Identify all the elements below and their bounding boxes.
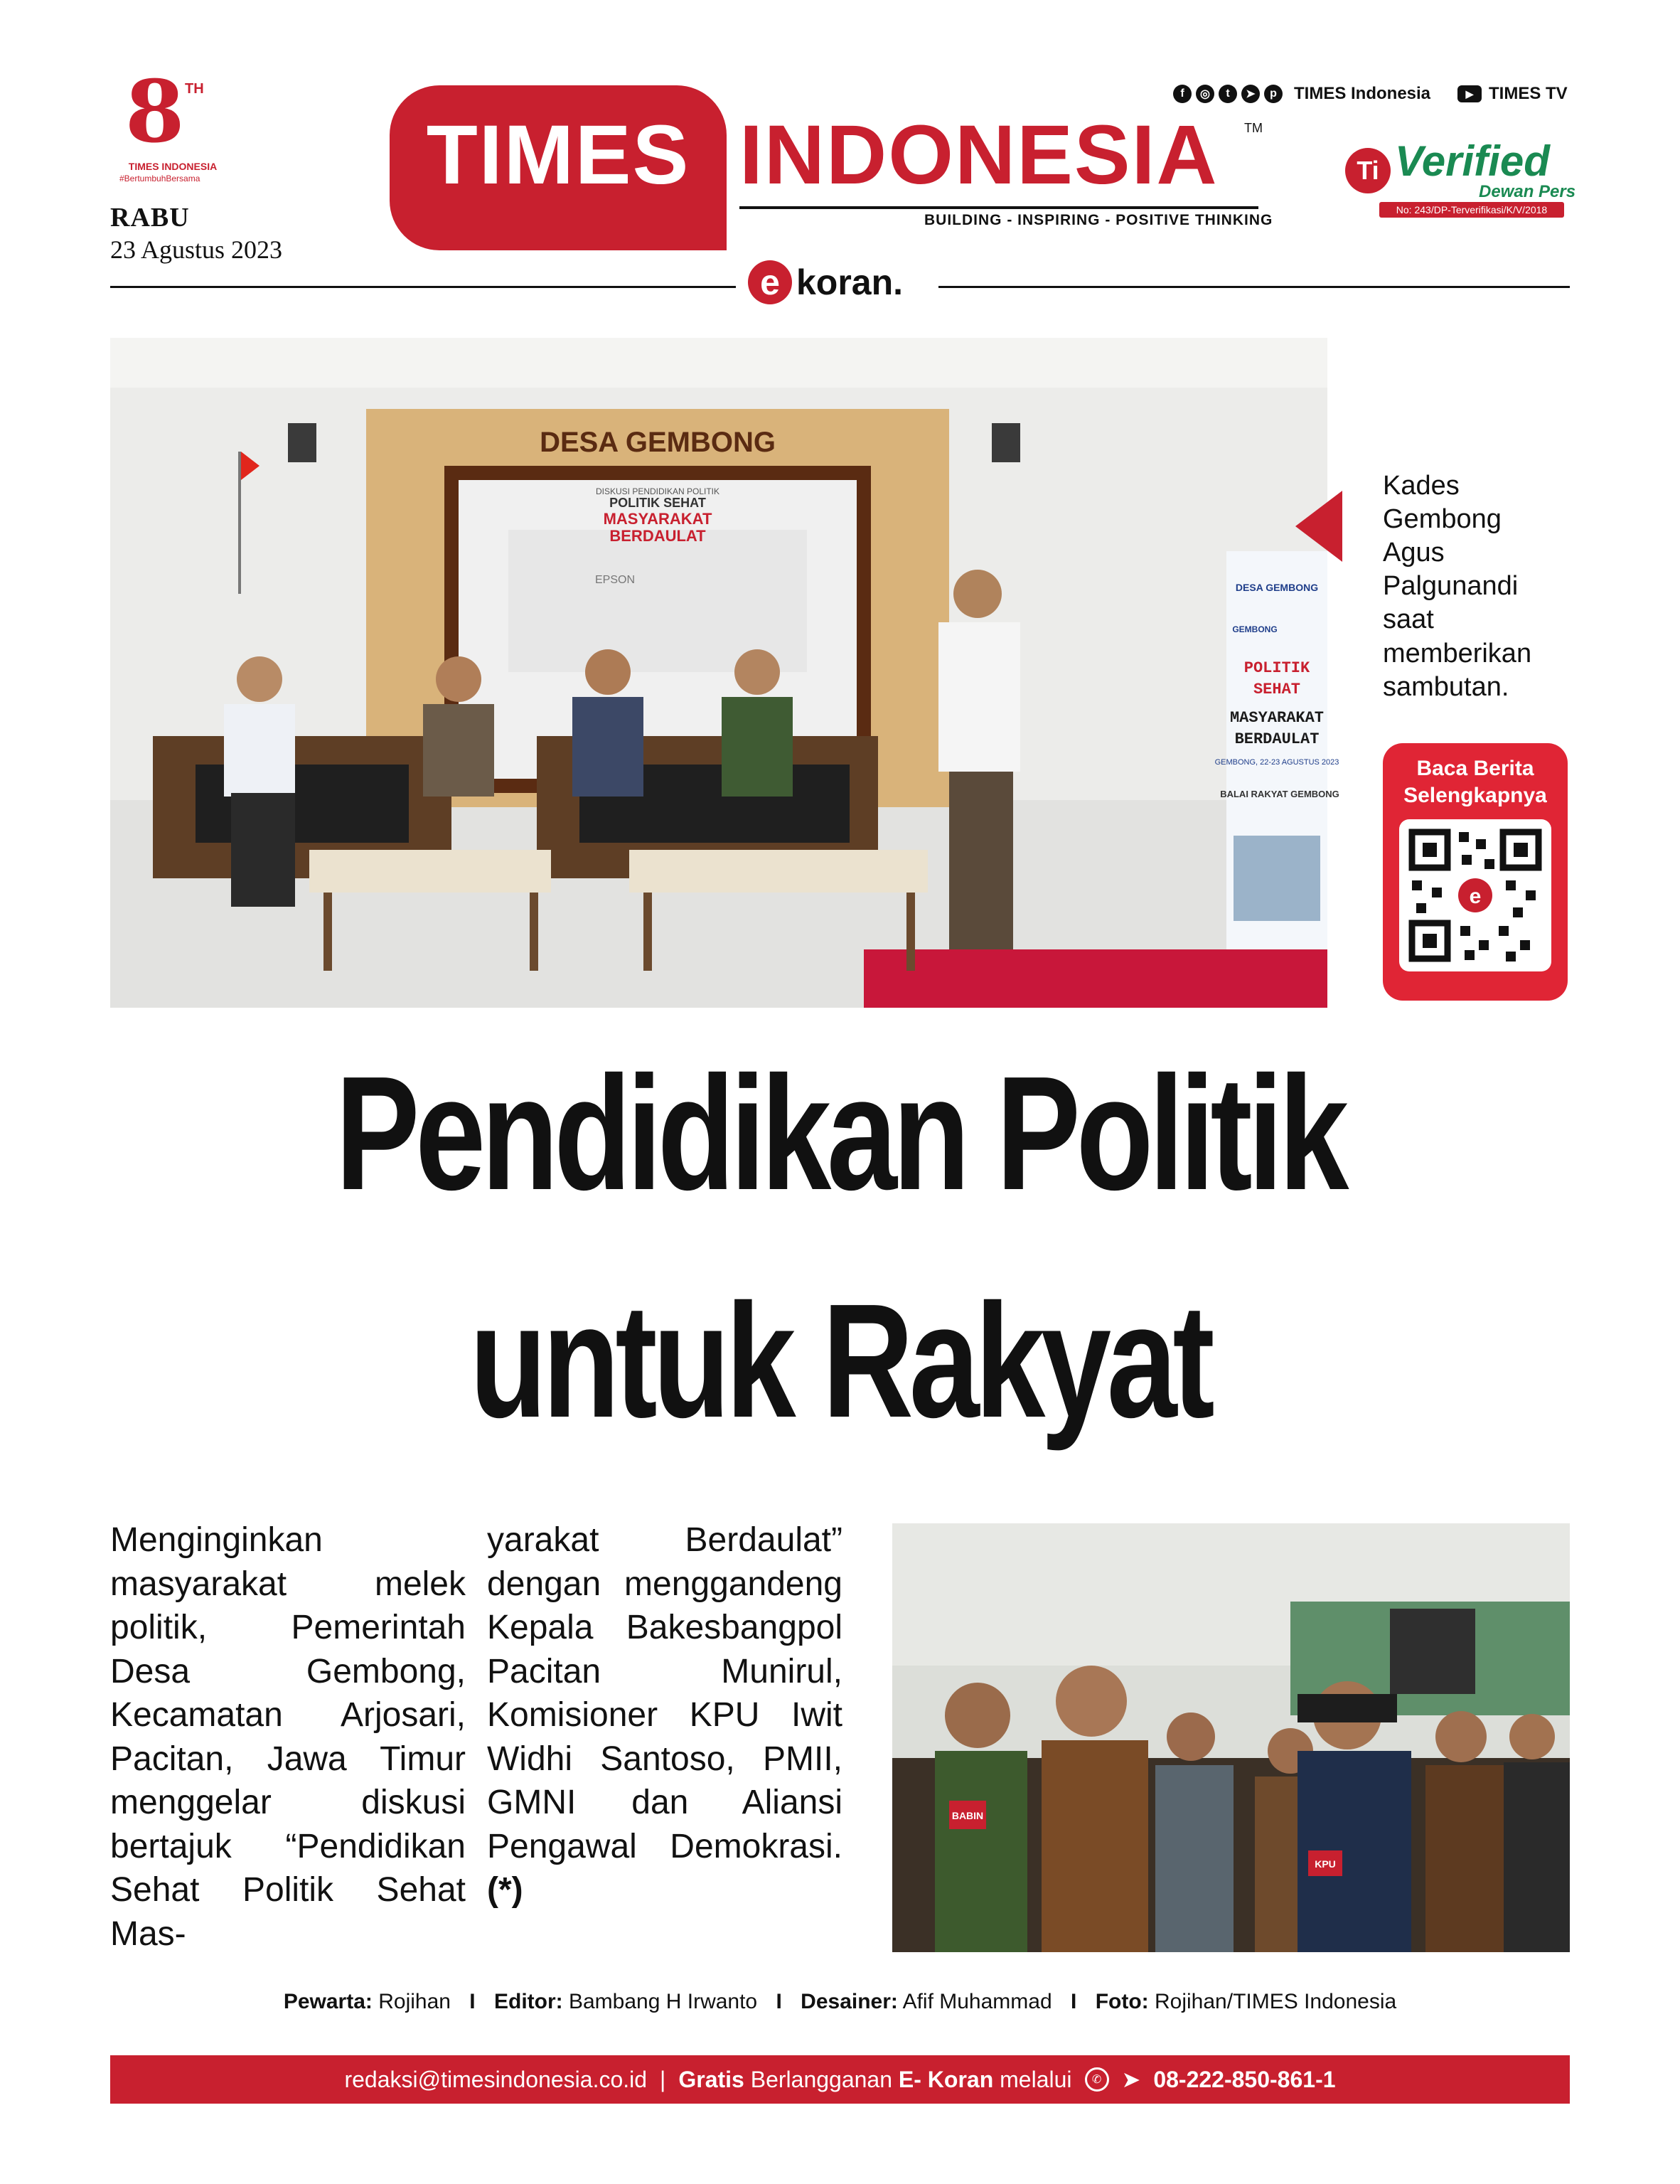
- ekoran-word: koran.: [796, 262, 904, 302]
- footer-bar: [110, 2055, 1570, 2104]
- facebook-icon[interactable]: f: [1173, 85, 1192, 103]
- telegram-icon[interactable]: ➤: [1121, 2067, 1141, 2092]
- desainer-label: Desainer:: [801, 1990, 898, 2013]
- banner-title-4: BERDAULAT: [1234, 730, 1320, 748]
- header-rule-left: [110, 286, 736, 288]
- secondary-photo-illustration: [892, 1523, 1570, 1952]
- read-more-line-2: Selengkapnya: [1403, 783, 1547, 807]
- read-more-line-1: Baca Berita: [1416, 757, 1534, 780]
- ekoran-logo: [748, 260, 903, 304]
- wall-sign: DESA GEMBONG: [540, 427, 776, 458]
- projector-text: EPSON: [594, 574, 636, 586]
- logo-indonesia: INDONESIA: [739, 108, 1219, 202]
- footer-langganan: Berlangganan: [750, 2066, 893, 2092]
- qr-code[interactable]: [1399, 819, 1551, 971]
- banner-title-3: MASYARAKAT: [1229, 709, 1325, 727]
- caption-arrow: [1295, 491, 1342, 562]
- issue-date: 23 Agustus 2023: [110, 235, 283, 264]
- pewarta-name: Rojihan: [378, 1990, 451, 2013]
- ekoran-e: e: [748, 260, 792, 304]
- foto-name: Rojihan/TIMES Indonesia: [1155, 1990, 1397, 2013]
- footer-divider: |: [660, 2066, 666, 2092]
- banner-org: DESA GEMBONG: [1235, 582, 1319, 593]
- anniversary-number: 8: [125, 62, 185, 162]
- times-tv-link[interactable]: [1457, 84, 1568, 104]
- logo-underline: [739, 206, 1258, 209]
- social-links[interactable]: [1173, 84, 1430, 104]
- verified-label: Verified: [1395, 137, 1550, 185]
- anniversary-hashtag: #BertumbuhBersama: [119, 174, 200, 183]
- screen-line-3: MASYARAKAT: [603, 510, 712, 528]
- editor-label: Editor:: [493, 1990, 563, 2013]
- anniversary-logo: [119, 62, 226, 183]
- banner-title-2: SEHAT: [1253, 681, 1301, 698]
- tv-label: TIMES TV: [1489, 84, 1568, 103]
- telegram-icon[interactable]: ➤: [1241, 85, 1260, 103]
- credits-separator: I: [776, 1990, 782, 2013]
- footer-gratis: Gratis: [678, 2066, 744, 2092]
- editor-name: Bambang H Irwanto: [568, 1990, 758, 2013]
- banner-venue: BALAI RAKYAT GEMBONG: [1220, 789, 1339, 799]
- headline-line-2: untuk Rakyat: [469, 1271, 1211, 1451]
- logo-trademark: TM: [1244, 121, 1263, 135]
- headline-line-1: Pendidikan Politik: [335, 1043, 1345, 1224]
- pinterest-icon[interactable]: p: [1264, 85, 1283, 103]
- anniversary-suffix: TH: [185, 81, 204, 97]
- verification-number: No: 243/DP-Terverifikasi/K/V/2018: [1379, 202, 1564, 218]
- issue-day: RABU: [110, 203, 190, 233]
- pewarta-label: Pewarta:: [283, 1990, 373, 2013]
- instagram-icon[interactable]: ◎: [1196, 85, 1214, 103]
- credits-line: [0, 1990, 1680, 2014]
- qr-code-graphic: [1399, 819, 1551, 971]
- main-photo-illustration: [110, 338, 1339, 1008]
- desainer-name: Afif Muhammad: [902, 1990, 1052, 2013]
- dewan-pers-label: Dewan Pers: [1479, 182, 1576, 201]
- foto-label: Foto:: [1095, 1990, 1149, 2013]
- header-rule-right: [938, 286, 1570, 288]
- ti-badge: Ti: [1345, 148, 1391, 193]
- article-column-2: [487, 1518, 842, 1912]
- anniversary-brand: TIMES INDONESIA: [128, 161, 218, 172]
- footer-subscribe: [678, 2067, 1071, 2093]
- photo2-badge-1: BABIN: [951, 1810, 984, 1821]
- whatsapp-icon[interactable]: ✆: [1085, 2067, 1109, 2092]
- footer-email[interactable]: redaksi@timesindonesia.co.id: [344, 2066, 648, 2092]
- footer-melalui: melalui: [1000, 2066, 1072, 2092]
- footer-phone[interactable]: 08-222-850-861-1: [1153, 2066, 1336, 2092]
- photo2-badge-2: KPU: [1315, 1858, 1336, 1870]
- secondary-photo: [892, 1523, 1570, 1952]
- banner-date: GEMBONG, 22-23 AGUSTUS 2023: [1214, 758, 1339, 767]
- youtube-icon: ▶: [1457, 85, 1482, 102]
- read-more-title[interactable]: [1383, 755, 1568, 809]
- screen-line-2: POLITIK SEHAT: [609, 496, 706, 510]
- social-label[interactable]: TIMES Indonesia: [1294, 84, 1431, 103]
- qr-center-logo: e: [1469, 885, 1482, 908]
- article-column-2-text: yarakat Berdaulat” dengan menggandeng Kepala Bakesbangpol Pacitan Munirul, Komisioner KPU Iwit Widhi Santoso, PMII, GMNI dan Aliansi Pengawal Demokrasi.: [487, 1521, 842, 1865]
- article-end-mark: (*): [487, 1871, 523, 1909]
- credits-separator: I: [469, 1990, 476, 2013]
- article-column-1: Menginginkan masyarakat melek politik, Pemerintah Desa Gembong, Kecamatan Arjosari, Pacitan, Jawa Timur menggelar diskusi bertajuk “Pendidikan Sehat Politik Sehat Mas-: [110, 1521, 466, 1953]
- logo-tagline: BUILDING - INSPIRING - POSITIVE THINKING: [924, 212, 1273, 228]
- footer-ekoran: E- Koran: [898, 2066, 994, 2092]
- screen-line-4: BERDAULAT: [609, 527, 706, 545]
- banner-title-1: POLITIK: [1243, 659, 1310, 677]
- credits-separator: I: [1071, 1990, 1077, 2013]
- main-photo: [110, 338, 1339, 1008]
- logo-times: TIMES: [426, 108, 690, 202]
- photo-caption: Kades Gembong Agus Palgunandi saat memberikan sambutan.: [1383, 471, 1532, 702]
- screen-line-1: DISKUSI PENDIDIKAN POLITIK: [595, 486, 720, 496]
- twitter-icon[interactable]: t: [1219, 85, 1237, 103]
- banner-logo-text: GEMBONG: [1232, 624, 1278, 634]
